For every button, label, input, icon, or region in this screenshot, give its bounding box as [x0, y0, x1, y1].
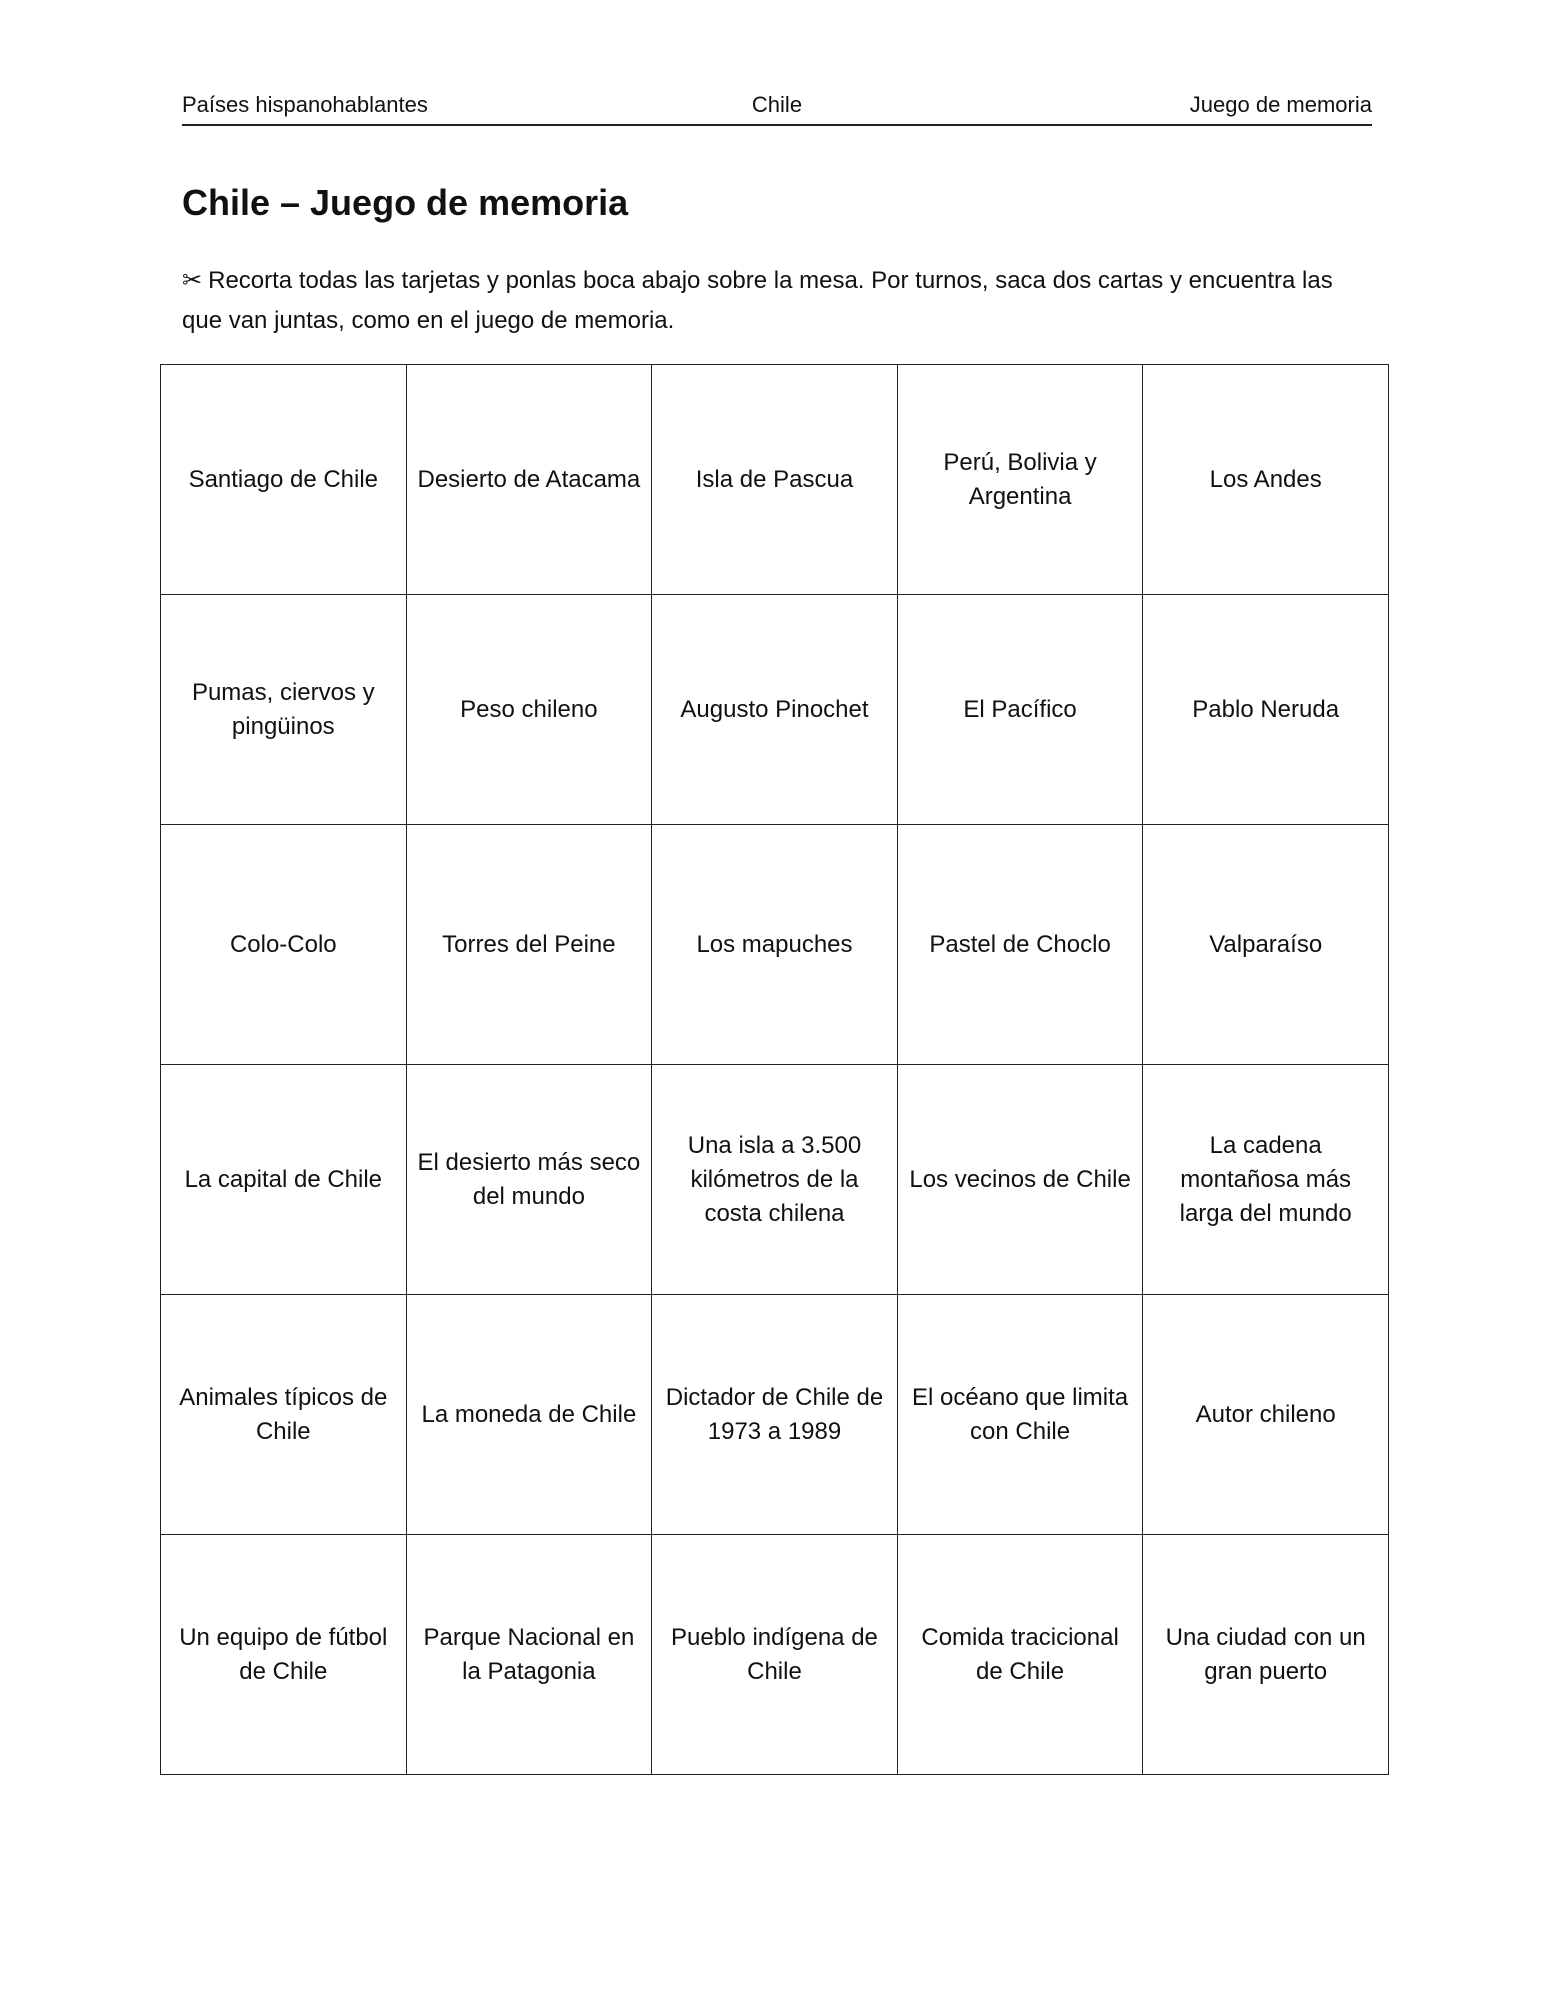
- card-row: [161, 1535, 1389, 1775]
- memory-card: Augusto Pinochet: [652, 595, 898, 825]
- memory-card: La cadena montañosa más larga del mundo: [1143, 1065, 1389, 1295]
- memory-card: Los Andes: [1143, 365, 1389, 595]
- scissors-icon: ✂: [182, 266, 203, 294]
- memory-card: Pueblo indígena de Chile: [652, 1535, 898, 1775]
- header-center-text: Chile: [751, 92, 803, 117]
- card-row: [161, 825, 1389, 1065]
- header-left-text: Países hispanohablantes: [182, 92, 428, 117]
- memory-card-grid: [160, 364, 1389, 1775]
- memory-card: El océano que limita con Chile: [897, 1295, 1143, 1535]
- page-header: [182, 90, 1372, 126]
- memory-card: La moneda de Chile: [406, 1295, 652, 1535]
- card-row: [161, 365, 1389, 595]
- memory-card: Peso chileno: [406, 595, 652, 825]
- memory-card: Pumas, ciervos y pingüinos: [161, 595, 407, 825]
- memory-card: Desierto de Atacama: [406, 365, 652, 595]
- card-row: [161, 1065, 1389, 1295]
- memory-card: Parque Nacional en la Patagonia: [406, 1535, 652, 1775]
- memory-card: Santiago de Chile: [161, 365, 407, 595]
- memory-card: Autor chileno: [1143, 1295, 1389, 1535]
- memory-card: El Pacífico: [897, 595, 1143, 825]
- memory-card: Una isla a 3.500 kilómetros de la costa chilena: [652, 1065, 898, 1295]
- memory-card: Valparaíso: [1143, 825, 1389, 1065]
- instructions: [182, 260, 1372, 341]
- memory-card: Animales típicos de Chile: [161, 1295, 407, 1535]
- memory-card: Torres del Peine: [406, 825, 652, 1065]
- memory-card: Los vecinos de Chile: [897, 1065, 1143, 1295]
- memory-card: Un equipo de fútbol de Chile: [161, 1535, 407, 1775]
- memory-card: Pablo Neruda: [1143, 595, 1389, 825]
- memory-card: Los mapuches: [652, 825, 898, 1065]
- header-right-text: Juego de memoria: [1189, 92, 1372, 117]
- memory-card: La capital de Chile: [161, 1065, 407, 1295]
- memory-card: El desierto más seco del mundo: [406, 1065, 652, 1295]
- memory-card: Dictador de Chile de 1973 a 1989: [652, 1295, 898, 1535]
- memory-card: Pastel de Choclo: [897, 825, 1143, 1065]
- memory-card: Comida tracicional de Chile: [897, 1535, 1143, 1775]
- memory-card: Perú, Bolivia y Argentina: [897, 365, 1143, 595]
- memory-card: Colo-Colo: [161, 825, 407, 1065]
- memory-card: Isla de Pascua: [652, 365, 898, 595]
- page-title: Chile – Juego de memoria: [182, 182, 629, 223]
- memory-card: Una ciudad con un gran puerto: [1143, 1535, 1389, 1775]
- instructions-text: Recorta todas las tarjetas y ponlas boca abajo sobre la mesa. Por turnos, saca dos cartas y encuentra las que van juntas, como en el juego de memoria.: [182, 267, 1333, 334]
- card-row: [161, 1295, 1389, 1535]
- card-row: [161, 595, 1389, 825]
